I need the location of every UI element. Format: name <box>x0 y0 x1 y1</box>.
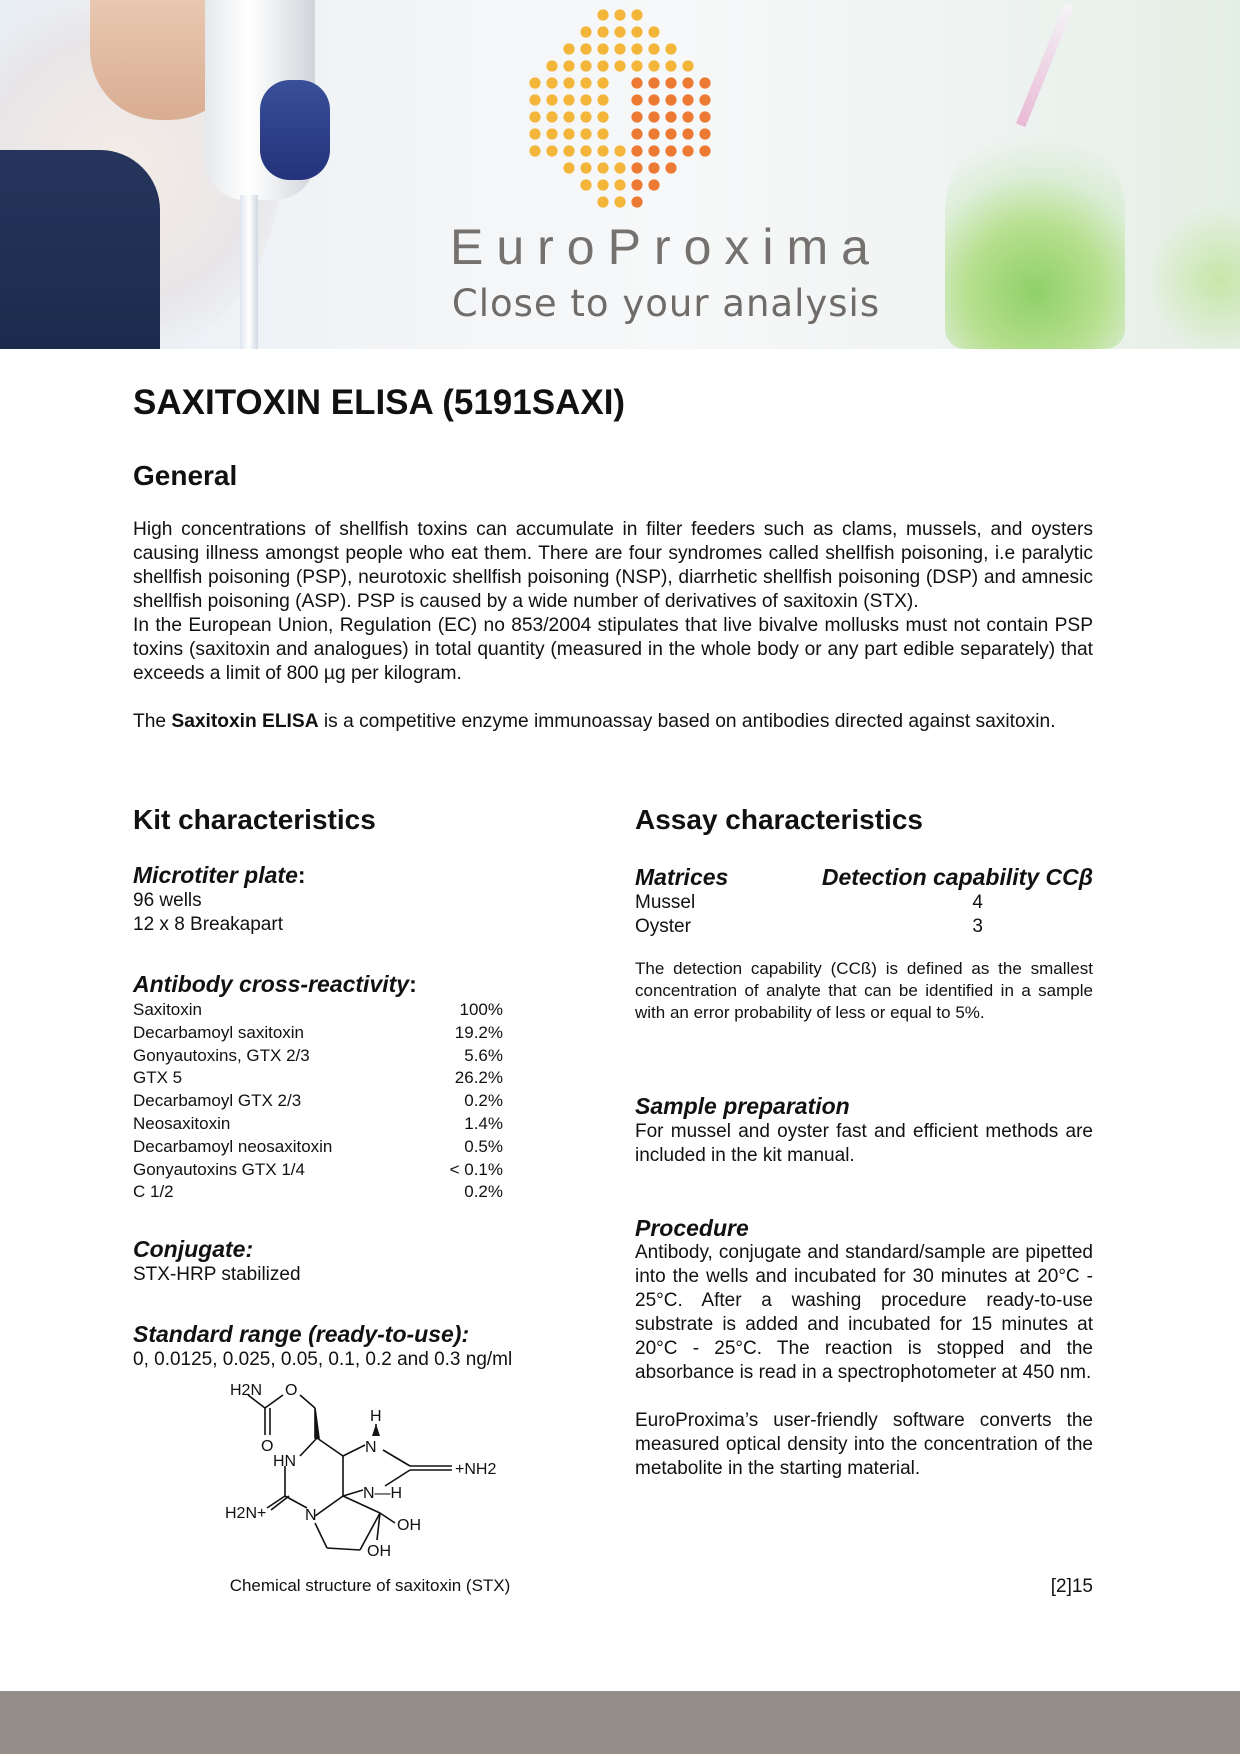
cross-reactivity-table <box>133 999 503 1204</box>
logo-dot <box>597 162 608 173</box>
table-row <box>133 1045 503 1068</box>
xr-compound: GTX 5 <box>133 1068 183 1088</box>
xr-compound: Decarbamoyl GTX 2/3 <box>133 1091 302 1111</box>
struct-h2n-plus: H2N+ <box>225 1505 267 1522</box>
plate-heading-text: Microtiter plate <box>133 862 298 888</box>
struct-o-top: O <box>285 1382 298 1399</box>
plate-heading <box>133 862 306 889</box>
xr-heading <box>133 971 417 998</box>
general-paragraph-2: In the European Union, Regulation (EC) no 853/2004 stipulates that live bivalve mollusks must not contain PSP toxins (saxitoxin and analogues) in total quantity (measured in the whole body or any part edible separately) that exceeds a limit of 800 µg per kilogram. <box>133 615 1093 684</box>
logo-dot <box>631 94 642 105</box>
logo-dot <box>597 111 608 122</box>
pipette-button-image <box>260 80 330 180</box>
logo-dot <box>665 60 676 71</box>
p3-bold: Saxitoxin ELISA <box>171 711 319 732</box>
logo-dot <box>580 179 591 190</box>
struct-hn: HN <box>273 1453 297 1470</box>
logo-dot <box>631 9 642 20</box>
procedure-heading: Procedure <box>635 1215 749 1241</box>
detection-capability-text: The detection capability (CCß) is defined as the smallest concentration of analyte that can be identified in a sample with an error probability of less or equal to 5%. <box>635 959 1093 1022</box>
plate-line-1: 96 wells <box>133 890 202 911</box>
table-row <box>133 1181 503 1204</box>
logo-dot <box>563 43 574 54</box>
logo-dot <box>597 60 608 71</box>
logo-dot <box>563 162 574 173</box>
logo-dot <box>580 26 591 37</box>
logo-dot <box>648 26 659 37</box>
general-paragraph-3 <box>133 710 1093 734</box>
xr-compound: Gonyautoxins GTX 1/4 <box>133 1159 305 1179</box>
saxitoxin-structure-diagram <box>215 1378 535 1578</box>
struct-o-carbonyl: O <box>261 1438 274 1455</box>
struct-h2n-top: H2N <box>230 1382 263 1399</box>
col-matrices: Matrices <box>635 863 729 890</box>
p3-prefix: The <box>133 711 172 732</box>
logo-dot <box>563 145 574 156</box>
logo-dot <box>546 77 557 88</box>
section-heading-general: General <box>133 460 238 491</box>
xr-compound: Decarbamoyl neosaxitoxin <box>133 1136 333 1156</box>
logo-dot <box>529 77 540 88</box>
xr-value: 26.2% <box>454 1068 503 1088</box>
xr-value: 0.2% <box>464 1182 503 1202</box>
sample-prep-text: For mussel and oyster fast and efficient methods are included in the kit manual. <box>635 1121 1093 1166</box>
glass-pipette-image <box>1016 3 1074 127</box>
xr-value: 1.4% <box>464 1113 503 1133</box>
logo-dot <box>597 26 608 37</box>
xr-heading-colon: : <box>409 971 417 997</box>
logo-dot <box>665 111 676 122</box>
logo-dot <box>648 111 659 122</box>
logo-dot <box>631 26 642 37</box>
matrix-name: Oyster <box>635 916 691 937</box>
logo-dot <box>631 111 642 122</box>
logo-dot <box>546 145 557 156</box>
logo-dot <box>580 128 591 139</box>
logo-dot <box>665 128 676 139</box>
logo-dot <box>682 111 693 122</box>
logo-dot <box>682 145 693 156</box>
logo-dot <box>614 26 625 37</box>
logo-dot <box>648 128 659 139</box>
p3-suffix: is a competitive enzyme immunoassay based on antibodies directed against saxitoxin. <box>318 711 1056 732</box>
table-row <box>133 1159 503 1182</box>
logo-dot <box>699 145 710 156</box>
logo-dot <box>614 60 625 71</box>
logo-dot <box>631 179 642 190</box>
logo-dot <box>682 60 693 71</box>
structure-caption: Chemical structure of saxitoxin (STX) <box>229 1576 511 1595</box>
struct-n-h: N—H <box>363 1485 403 1502</box>
range-heading: Standard range (ready-to-use): <box>133 1321 470 1347</box>
section-heading-assay: Assay characteristics <box>635 804 923 835</box>
logo-dot <box>546 128 557 139</box>
logo-dot <box>546 111 557 122</box>
logo-dot <box>597 9 608 20</box>
logo-dot <box>648 60 659 71</box>
section-heading-kit: Kit characteristics <box>133 804 376 835</box>
logo-dot <box>529 111 540 122</box>
lab-coat-sleeve <box>0 150 160 349</box>
table-row <box>133 999 503 1022</box>
logo-dot <box>648 77 659 88</box>
logo-dot <box>580 111 591 122</box>
table-row <box>635 915 1093 939</box>
xr-value: 0.2% <box>464 1091 503 1111</box>
logo-dot <box>699 111 710 122</box>
logo-dot <box>631 162 642 173</box>
struct-n-ring: N <box>305 1507 317 1524</box>
matrix-ccb-value: 3 <box>972 916 983 937</box>
matrix-ccb-value: 4 <box>972 892 983 913</box>
col-detection-capability: Detection capability CCβ <box>821 863 1093 890</box>
logo-dot <box>614 162 625 173</box>
xr-value: 100% <box>459 1000 503 1019</box>
struct-h-top: H <box>370 1408 382 1425</box>
logo-dot <box>546 60 557 71</box>
document-title: SAXITOXIN ELISA (5191SAXI) <box>133 383 626 422</box>
logo-dot <box>614 196 625 207</box>
logo-dot <box>597 196 608 207</box>
logo-dot <box>665 43 676 54</box>
logo-dot <box>665 77 676 88</box>
logo-dot <box>580 60 591 71</box>
logo-dot <box>614 179 625 190</box>
logo-dot <box>580 77 591 88</box>
logo-dot <box>614 9 625 20</box>
logo-dot <box>597 43 608 54</box>
xr-compound: C 1/2 <box>133 1182 174 1202</box>
logo-dot <box>580 94 591 105</box>
logo-dot <box>597 179 608 190</box>
procedure-paragraph-1: Antibody, conjugate and standard/sample are pipetted into the wells and incubated for 30 minutes at 20°C - 25°C. After a washing procedure ready-to-use substrate is added and incubated for 15 minutes at 20°C - 25°C. The reaction is stopped and the absorbance is read in a spectrophotometer at 450 nm. <box>635 1242 1093 1383</box>
conjugate-heading: Conjugate: <box>133 1236 254 1262</box>
xr-value: 5.6% <box>464 1045 503 1065</box>
logo-dot <box>580 43 591 54</box>
logo-dot <box>631 43 642 54</box>
matrix-name: Mussel <box>635 892 696 913</box>
logo-dot <box>597 145 608 156</box>
logo-dot <box>580 145 591 156</box>
logo-dot <box>563 111 574 122</box>
xr-compound: Decarbamoyl saxitoxin <box>133 1022 305 1042</box>
logo-dot <box>631 60 642 71</box>
logo-dot <box>563 77 574 88</box>
page-number: [2]15 <box>1050 1576 1093 1597</box>
logo-dot <box>614 145 625 156</box>
logo-dot <box>563 60 574 71</box>
logo-dot <box>648 179 659 190</box>
conjugate-value: STX-HRP stabilized <box>133 1264 301 1285</box>
logo-dot <box>580 162 591 173</box>
logo-dot <box>682 94 693 105</box>
logo-dot <box>631 145 642 156</box>
logo-dot <box>699 94 710 105</box>
logo-dot <box>529 94 540 105</box>
general-paragraph-1: High concentrations of shellfish toxins can accumulate in filter feeders such as clams, mussels, and oysters causing illness amongst people who eat them. There are four syndromes called shellfish poisoning, i.e paralytic shellfish poisoning (PSP), neurotoxic shellfish poisoning (NSP), diarrhetic shellfish poisoning (DSP) and amnesic shellfish poisoning (ASP). PSP is caused by a wide number of derivatives of saxitoxin (STX). <box>133 519 1093 612</box>
logo-dot <box>699 128 710 139</box>
logo-dots-icon <box>520 0 720 215</box>
procedure-paragraph-2: EuroProxima’s user-friendly software converts the measured optical density into the concentration of the metabolite in the starting material. <box>635 1410 1093 1479</box>
logo-dot <box>597 128 608 139</box>
logo-dot <box>529 145 540 156</box>
flask-image <box>945 120 1125 349</box>
logo-dot <box>682 128 693 139</box>
logo-dot <box>546 94 557 105</box>
brand-name: EuroProxima <box>450 219 882 275</box>
flask-glow <box>1150 200 1240 349</box>
logo-dot <box>563 94 574 105</box>
logo-dot <box>631 196 642 207</box>
logo-dot <box>597 94 608 105</box>
xr-compound: Saxitoxin <box>133 1000 202 1019</box>
matrices-table <box>635 863 1093 939</box>
logo-dot <box>665 94 676 105</box>
table-row <box>133 1090 503 1113</box>
footer-bar <box>0 1691 1240 1754</box>
table-row <box>133 1067 503 1090</box>
logo-dot <box>597 77 608 88</box>
logo-dot <box>682 77 693 88</box>
xr-compound: Gonyautoxins, GTX 2/3 <box>133 1045 310 1065</box>
range-value: 0, 0.0125, 0.025, 0.05, 0.1, 0.2 and 0.3 ng/ml <box>133 1349 513 1370</box>
pipette-tip-image <box>240 195 258 349</box>
xr-value: 19.2% <box>454 1022 503 1042</box>
xr-compound: Neosaxitoxin <box>133 1113 231 1133</box>
plate-line-2: 12 x 8 Breakapart <box>133 914 283 935</box>
logo-dot <box>529 128 540 139</box>
brand-tagline: Close to your analysis <box>451 282 881 325</box>
table-row <box>133 1022 503 1045</box>
struct-n-top: N <box>365 1439 377 1456</box>
plate-heading-colon: : <box>297 862 306 888</box>
logo-dot <box>699 77 710 88</box>
struct-nh2-plus: +NH2 <box>455 1461 497 1478</box>
logo-dot <box>631 77 642 88</box>
struct-oh-1: OH <box>397 1517 421 1534</box>
table-row <box>133 1136 503 1159</box>
xr-value: 0.5% <box>464 1136 503 1156</box>
logo-dot <box>648 94 659 105</box>
logo-dot <box>665 162 676 173</box>
sample-prep-heading: Sample preparation <box>635 1093 850 1119</box>
logo-dot <box>563 128 574 139</box>
xr-heading-text: Antibody cross-reactivity <box>133 971 410 997</box>
logo-dot <box>648 43 659 54</box>
logo-dot <box>614 43 625 54</box>
table-row <box>635 891 1093 915</box>
table-row <box>133 1113 503 1136</box>
general-text <box>133 518 1093 734</box>
logo-dot <box>631 128 642 139</box>
logo-dot <box>648 162 659 173</box>
logo-dot <box>665 145 676 156</box>
logo-dot <box>648 145 659 156</box>
struct-oh-2: OH <box>367 1543 391 1560</box>
xr-value: < 0.1% <box>449 1159 503 1179</box>
header-banner <box>0 0 1240 349</box>
